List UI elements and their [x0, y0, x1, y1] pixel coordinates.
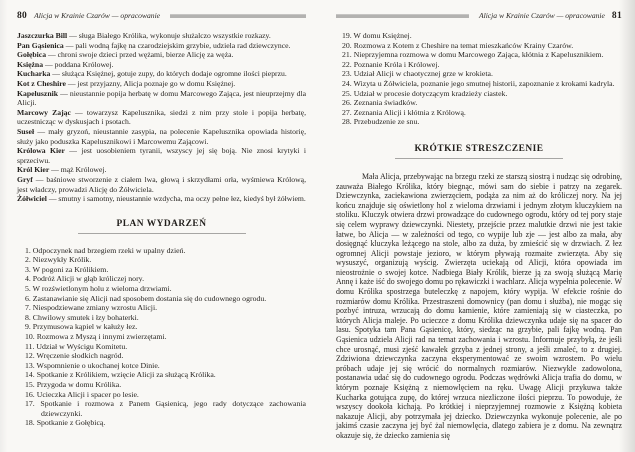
character-description: — mały gryzoń, nieustannie zasypia, na polecenie Kapelusznika opowiada historię, służy jako poduszka Kapelusznikowi i Marcowemu Zającowi. [17, 126, 306, 146]
character-description: — jest przyjazny, Alicja poznaje go w domu Księżnej. [67, 78, 236, 88]
plan-item: 27. Zeznania Alicji i kłótnia z Królową. [342, 107, 466, 117]
header-rule [170, 14, 306, 18]
plan-item: 25. Udział w procesie dotyczącym kradzieży ciastek. [342, 88, 508, 98]
plan-item: 15. Przygoda w domu Królika. [25, 380, 122, 389]
plan-item: 23. Udział Alicji w chaotycznej grze w krokieta. [342, 69, 493, 79]
plan-item: 14. Spotkanie z Królikiem, wzięcie Alicji za służącą Królika. [25, 370, 216, 380]
character-name: Kot z Cheshire [17, 78, 66, 88]
character-description: — pali wodną fajkę na czarodziejskim grzybie, udziela rad dziewczynce. [65, 40, 291, 50]
plan-item: 4. Podróż Alicji w głąb króliczej nory. [25, 274, 145, 284]
plan-item: 11. Udział w Wyścigu Komitetu. [25, 341, 128, 351]
section-heading-summary: KRÓTKIE STRESZCZENIE [414, 143, 544, 154]
character-entry [17, 108, 306, 127]
running-title: Alicja w Krainie Czarów — opracowanie [478, 11, 605, 20]
plan-item: 2. Niezwykły Królik. [25, 255, 92, 265]
character-name: Suseł [17, 126, 35, 136]
page-left [17, 10, 306, 428]
plan-item: 8. Chwilowy smutek i łzy bohaterki. [25, 312, 139, 322]
character-entry [17, 60, 306, 70]
page-number-left: 80 [17, 10, 28, 21]
character-name: Księżna [17, 59, 44, 69]
character-name: Pan Gąsienica [17, 40, 64, 50]
plan-item: 16. Ucieczka Alicji i spacer po lesie. [25, 389, 139, 399]
character-entry [17, 89, 306, 108]
character-name: Kapelusznik [17, 88, 59, 98]
plan-item: 5. W rozświetlonym holu z wieloma drzwiami. [25, 284, 172, 294]
plan-item: 6. Zastanawianie się Alicji nad sposobem dostania się do cudownego ogrodu. [25, 293, 267, 303]
character-name: Królowa Kier [17, 146, 65, 156]
plan-item: 24. Wizyta u Żółwiciela, poznanie jego smutnej historii, zapoznanie z krokami kadryla. [342, 78, 615, 88]
character-description: — służąca Księżnej, gotuje zupy, do których dodaje ogromne ilości pieprzu. [52, 69, 287, 79]
plan-item: 9. Przymusowa kąpiel w kałuży łez. [25, 322, 138, 332]
character-description: — baśniowe stworzenie z ciałem lwa, głową i skrzydłami orła, wyśmiewa Królową, jest władczy, prowadzi Alicję do Żółwiciela. [17, 174, 306, 194]
character-entry [17, 41, 306, 51]
character-name: Gryf [17, 174, 33, 184]
plan-item: 19. W domu Księżnej. [342, 31, 412, 40]
character-name: Jaszczurka Bill [17, 31, 68, 40]
character-description: — smutny i samotny, nieustannie wzdycha, ma oczy pełne łez, kiedyś był żółwiem. [48, 194, 306, 204]
plan-item: 28. Przebudzenie ze snu. [342, 117, 420, 127]
page-header-right [336, 10, 622, 21]
character-description: — mąż Królowej. [51, 165, 107, 175]
character-name: Gołębica [17, 50, 47, 60]
plan-item: 10. Rozmowa z Myszą i innymi zwierzętami. [25, 332, 167, 342]
section-heading-plan: PLAN WYDARZEŃ [116, 218, 207, 229]
plan-item: 26. Zeznania świadków. [342, 98, 418, 108]
character-entry [17, 165, 306, 175]
plan-item: 17. Spotkanie i rozmowa z Panem Gąsienicą, jego rady dotyczące zachowania dziewczynki. [25, 399, 306, 418]
plan-item: 13. Wspomnienie o ukochanej kotce Dinie. [25, 360, 160, 370]
plan-item: 12. Wręczenie słodkich nagród. [25, 351, 124, 361]
character-entry [17, 69, 306, 79]
page-header-left [17, 10, 306, 21]
plan-list-right [336, 31, 622, 127]
plan-item: 21. Nieprzyjemna rozmowa w domu Marcowego Zająca, kłótnia z Kapelusznikiem. [342, 50, 604, 60]
summary-paragraph: Mała Alicja, przebywając na brzegu rzeki ze starszą siostrą i nudząc się odrobinę, zauważa Białego Królika, który biegnąc, mówi sam do siebie i patrzy na zegarek. Dziewczynka, zaciekawiona zwierzęciem, podąża za nim aż do króliczej nory. Na jej końcu znajduje się oświetlony hol z wieloma drzwiami i jednym złotym kluczykiem na stoliku. Kluczyk otwiera drzwi prowadzące do cudownego ogrodu, który od tej pory staje się celem wyprawy dziewczynki. Niestety, przejście przez malutkie drzwi nie jest takie łatwe, bo Alicja — w zależności od tego, co wypije lub zje — jest albo za mała, aby dosięgnąć kluczyka leżącego na stole, albo za duża, by zmieścić się w drzwiach. Z łez ogromnej Alicji powstaje jezioro, w którym pływają rozmaite zwierzęta. Aby się wysuszyć, organizują wyścig. Zwierzęta uciekają od Alicji, która opowiada im nieostrożnie o swojej kotce. Nadbiega Biały Królik, bierze ją za swoją służącą Marię Annę i każe iść do swojego domu po rękawiczki i wachlarz. Alicja wypełnia polecenie. W domu Królika spostrzega buteleczkę z napojem, który wypija. W efekcie rośnie do rozmiarów domu Królika. Przestraszeni domownicy (pan domu i służba), nie mogąc się pozbyć intruza, wrzucają do domu kamienie, które zamieniają się w ciasteczka, po których Alicja maleje. Po ucieczce z domu Królika dziewczynka udaje się na spacer do lasu. Spotyka tam Pana Gąsienicę, który, siedząc na grzybie, pali fajkę wodną. Pan Gąsienica udziela Alicji rad na temat zachowania i wzrostu. Informuje przybyłą, że jeśli chce urosnąć, musi zjeść kawałek grzyba z jednej strony, a jeśli zmaleć, to z drugiej. Zdziwiona dziewczynka zaczyna eksperymentować ze swoim wzrostem. Po wielu próbach udaje jej się wrócić do normalnych rozmiarów. Niezwykle zadowolona, postanawia udać się do cudownego ogrodu. Podczas wędrówki Alicja trafia do domu, w którym poznaje Księżną z niemowlęciem na ręku. Uwagę Alicji przykuwa także Kucharka gotująca zupę, do której wrzuca niezliczone ilości pieprzu. To powoduje, że wszyscy dookoła kichają. Po krótkiej i nieprzyjemnej rozmowie z Księżną kobieta nakazuje Alicji, aby potrzymała jej dziecko. Dziewczynka wykonuje polecenie, ale po jakimś czasie zaczyna jej być żal niemowlęcia, dlatego zabiera je z domu. Na zewnątrz okazuje się, że dziecko zamienia się [336, 171, 622, 440]
plan-item: 18. Spotkanie z Gołębicą. [25, 418, 106, 428]
heading-rule [78, 233, 246, 234]
header-rule [336, 14, 469, 18]
character-name: Marcowy Zając [17, 107, 71, 117]
character-entry [17, 50, 306, 60]
heading-rule [395, 158, 563, 159]
plan-item: 1. Odpoczynek nad brzegiem rzeki w upalny dzień. [25, 245, 186, 255]
character-entry [17, 127, 306, 146]
character-description: — sługa Białego Królika, wykonuje służalczo wszystkie rozkazy. [69, 31, 271, 40]
character-entry [17, 31, 306, 41]
character-entry [17, 194, 306, 204]
plan-item: 20. Rozmowa z Kotem z Cheshire na temat mieszkańców Krainy Czarów. [342, 40, 574, 50]
character-entry [17, 175, 306, 194]
character-name: Żółwiciel [17, 194, 47, 204]
character-name: Kucharka [17, 69, 51, 79]
page-right [336, 10, 622, 441]
character-name: Król Kier [17, 165, 50, 175]
character-entry [17, 79, 306, 89]
plan-item: 7. Niespodziewane zmiany wzrostu Alicji. [25, 303, 158, 313]
character-description: — jest uosobieniem tyranii, wszyscy jej się boją. Nie znosi krytyki i sprzeciwu. [17, 146, 307, 165]
character-description: — nieustannie popija herbatę w domu Marcowego Zająca, jest nieuprzejmy dla Alicji. [17, 88, 307, 108]
plan-item: 22. Poznanie Króla i Królowej. [342, 59, 440, 69]
character-description: — poddana Królowej. [44, 59, 114, 69]
plan-list-left [17, 246, 306, 428]
page-number-right: 81 [611, 10, 622, 21]
character-description: — chroni swoje dzieci przed wężami, bierze Alicję za węża. [47, 50, 234, 60]
running-title: Alicja w Krainie Czarów — opracowanie [34, 11, 161, 20]
character-entry [17, 146, 306, 165]
character-description: — towarzysz Kapelusznika, siedzi z nim przy stole i popija herbatę, uczestnicząc w dyskusjach i psotach. [17, 107, 307, 127]
plan-item: 3. W pogoni za Królikiem. [25, 264, 109, 274]
character-list [17, 31, 306, 204]
